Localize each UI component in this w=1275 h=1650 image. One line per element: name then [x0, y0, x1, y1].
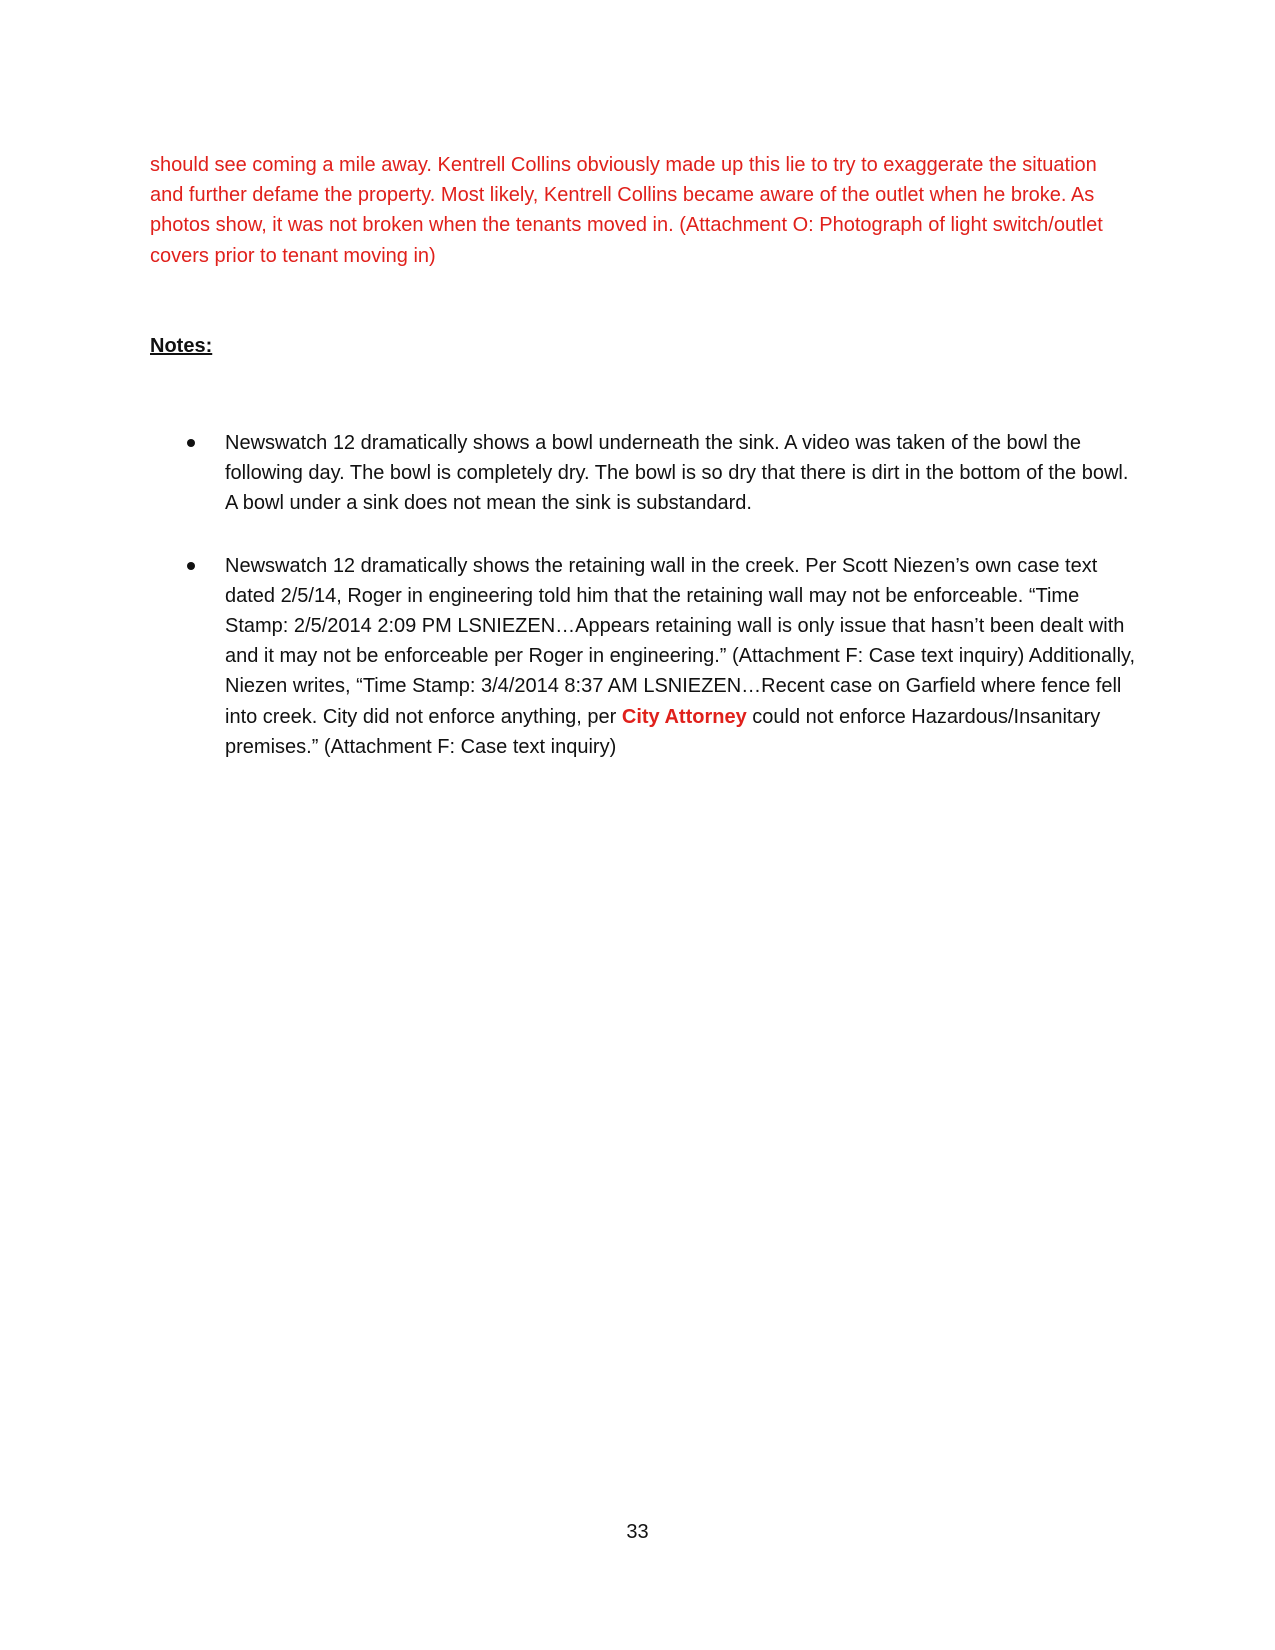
notes-bullet-list: [150, 428, 1140, 794]
bullet-icon: [187, 439, 195, 447]
bullet-icon: [187, 562, 195, 570]
bullet-text-before: Newswatch 12 dramatically shows the retaining wall in the creek. Per Scott Niezen’s own case text dated 2/5/14, Roger in engineering told him that the retaining wall may not be enforceable. “Time Stamp: 2/5/2014 2:09 PM LSNIEZEN…Appears retaining wall is only issue that hasn’t been dealt with and it may not be enforceable per Roger in engineering.” (Attachment F: Case text inquiry) Additionally, Niezen writes, “Time Stamp: 3/4/2014 8:37 AM LSNIEZEN…Recent case on Garfield where fence fell into creek. City did not enforce anything, per: [225, 554, 1136, 728]
page-number: 33: [626, 1521, 649, 1543]
bullet-text-bowl: Newswatch 12 dramatically shows a bowl underneath the sink. A video was taken of the bowl the following day. The bowl is completely dry. The bowl is so dry that there is dirt in the bottom of the bowl. A bowl under a sink does not mean the sink is substandard.: [225, 432, 1129, 515]
continued-red-paragraph: should see coming a mile away. Kentrell Collins obviously made up this lie to try to exaggerate the situation and further defame the property. Most likely, Kentrell Collins became aware of the outlet when he broke. As photos show, it was not broken when the tenants moved in. (Attachment O: Photograph of light switch/outlet covers prior to tenant moving in): [150, 154, 1103, 267]
bullet-text-after: could not enforce Hazardous/Insanitary premises.” (Attachment F: Case text inquiry): [225, 705, 1101, 758]
list-item: [150, 551, 1140, 762]
city-attorney-highlight: City Attorney: [621, 705, 747, 728]
bullet-text-retaining-wall: [225, 555, 1135, 758]
notes-heading: Notes:: [150, 335, 213, 357]
list-item: [150, 428, 1140, 519]
